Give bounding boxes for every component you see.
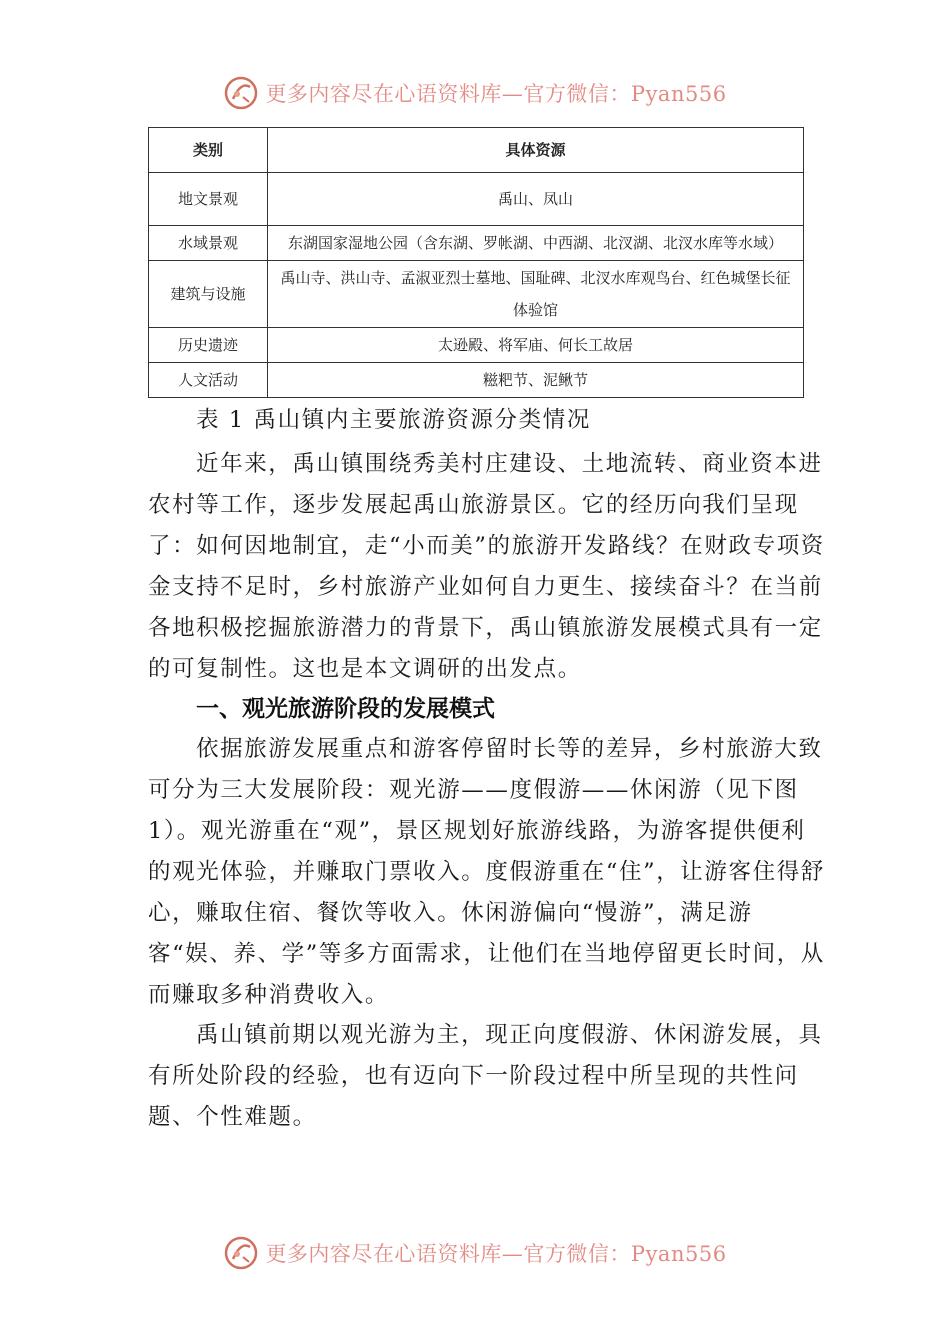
table-row	[149, 328, 804, 363]
table-cell-resources: 糍粑节、泥鳅节	[268, 363, 804, 398]
table-cell-resources: 太逊殿、将军庙、何长工故居	[268, 328, 804, 363]
watermark-banner-top	[0, 73, 950, 113]
section-heading: 一、观光旅游阶段的发展模式	[196, 696, 495, 722]
resource-table	[148, 127, 804, 398]
table-row	[149, 173, 804, 226]
table-header-resources: 具体资源	[268, 128, 804, 173]
table-cell-category: 建筑与设施	[149, 261, 268, 328]
table-cell-category: 地文景观	[149, 173, 268, 226]
logo-icon	[223, 1235, 259, 1271]
body-paragraph-1: 近年来，禹山镇围绕秀美村庄建设、土地流转、商业资本进农村等工作，逐步发展起禹山旅游景区。它的经历向我们呈现了：如何因地制宜，走“小而美”的旅游开发路线？在财政专项资金支持不足时，乡村旅游产业如何自力更生、接续奋斗？在当前各地积极挖掘旅游潜力的背景下，禹山镇旅游发展模式具有一定的可复制性。这也是本文调研的出发点。	[148, 451, 825, 682]
table-row	[149, 363, 804, 398]
watermark-text: 更多内容尽在心语资料库—官方微信：Pyan556	[265, 82, 727, 106]
table-caption: 表 1 禹山镇内主要旅游资源分类情况	[196, 407, 591, 433]
table-header-category: 类别	[149, 128, 268, 173]
table-cell-resources: 禹山寺、洪山寺、孟淑亚烈士墓地、国耻碑、北汊水库观鸟台、红色城堡长征体验馆	[268, 261, 804, 328]
table-header-row	[149, 128, 804, 173]
table-cell-category: 历史遗迹	[149, 328, 268, 363]
body-paragraph-3: 禹山镇前期以观光游为主，现正向度假游、休闲游发展，具有所处阶段的经验，也有迈向下一阶段过程中所呈现的共性问题、个性难题。	[148, 1022, 823, 1130]
watermark-text: 更多内容尽在心语资料库—官方微信：Pyan556	[265, 1242, 727, 1266]
logo-icon	[223, 75, 259, 111]
watermark-banner-bottom	[0, 1233, 950, 1273]
table-cell-category: 人文活动	[149, 363, 268, 398]
table-cell-category: 水域景观	[149, 226, 268, 261]
body-paragraph-2: 依据旅游发展重点和游客停留时长等的差异，乡村旅游大致可分为三大发展阶段：观光游——度假游——休闲游（见下图 1）。观光游重在“观”，景区规划好旅游线路，为游客提供便利的观光体验，并赚取门票收入。度假游重在“住”，让游客住得舒心，赚取住宿、餐饮等收入。休闲游偏向“慢游”，满足游客“娱、养、学”等多方面需求，让他们在当地停留更长时间，从而赚取多种消费收入。	[148, 736, 825, 1008]
table-cell-resources: 东湖国家湿地公园（含东湖、罗帐湖、中西湖、北汊湖、北汊水库等水域）	[268, 226, 804, 261]
table-row	[149, 261, 804, 328]
table-row	[149, 226, 804, 261]
table-cell-resources: 禹山、凤山	[268, 173, 804, 226]
